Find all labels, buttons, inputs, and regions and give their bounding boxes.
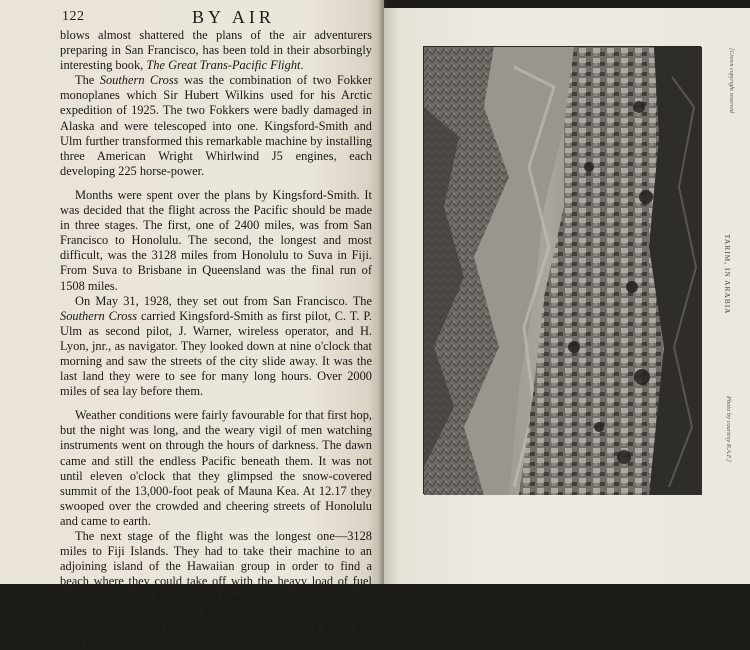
paragraph-6: The next stage of the flight was the longest one—3128 miles to Fiji Islands. They had to take their machine to an adjoining island of the Hawaiian group in order to find a beach where they could take off with the heavy load of fuel necessary for such a flight. At a quarter past five on June 3 the Southern Cross took the air and slowly climbed to an altitude of 350 feet in eight minutes. Only superb piloting saved the craft from disaster. bbox=[60, 529, 372, 649]
aerial-town-photo bbox=[424, 47, 702, 495]
running-head bbox=[62, 9, 372, 29]
page-number: 122 bbox=[62, 9, 85, 24]
paragraph-4: On May 31, 1928, they set out from San Francisco. The Southern Cross carried Kingsford-Smith as first pilot, C. T. P. Ulm as second pilot, J. Warner, wireless operator, and H. Lyon, jnr., as navigator. They looked down at nine o'clock that morning and saw the streets of the city slide away. It was the last land they were to see for many long hours. Over 2000 miles of sea lay before them. bbox=[60, 293, 372, 399]
right-page bbox=[384, 8, 750, 584]
plate-credit: Photo by courtesy R.A.F.] bbox=[725, 396, 732, 462]
plate-caption: TARIM, IN ARABIA bbox=[723, 234, 732, 315]
paragraph-5: Weather conditions were fairly favourable for that first hop, but the night was long, and the weary vigil of men watching instruments went on through the hours of darkness. The dawn came and still the endless Pacific beneath them. It was not until eleven o'clock that they glimpsed the snow-covered summit of the 13,000-foot peak of Mauna Kea. At 12.17 they swooped over the crowded and cheering streets of Honolulu and came to earth. bbox=[60, 408, 372, 528]
paragraph-1: blows almost shattered the plans of the air adventurers preparing in San Francisco, has been told in their absorbingly interesting book, The Great Trans-Pacific Flight. bbox=[60, 28, 372, 73]
paragraph-2: The Southern Cross was the combination of two Fokker monoplanes which Sir Hubert Wilkins used for his Arctic expedition of 1925. The two Fokkers were badly damaged in Alaska and were telescoped into one. Kingsford-Smith and Ulm further transformed this remarkable machine by installing three American Wright Whirlwind J5 engines, each developing 225 horse-power. bbox=[60, 73, 372, 178]
photo-plate bbox=[423, 46, 701, 494]
plate-copyright: [Crown copyright reserved bbox=[728, 48, 734, 113]
body-text bbox=[60, 28, 372, 650]
paragraph-3: Months were spent over the plans by Kingsford-Smith. It was decided that the flight across the Pacific should be made in three stages. The first, one of 2400 miles, was from San Francisco to Honolulu. The second, the longest and most difficult, was the 3128 miles from Honolulu to Suva in Fiji. From Suva to Brisbane in Queensland was the final run of 1508 miles. bbox=[60, 187, 372, 293]
running-head-title: BY AIR bbox=[192, 7, 275, 27]
